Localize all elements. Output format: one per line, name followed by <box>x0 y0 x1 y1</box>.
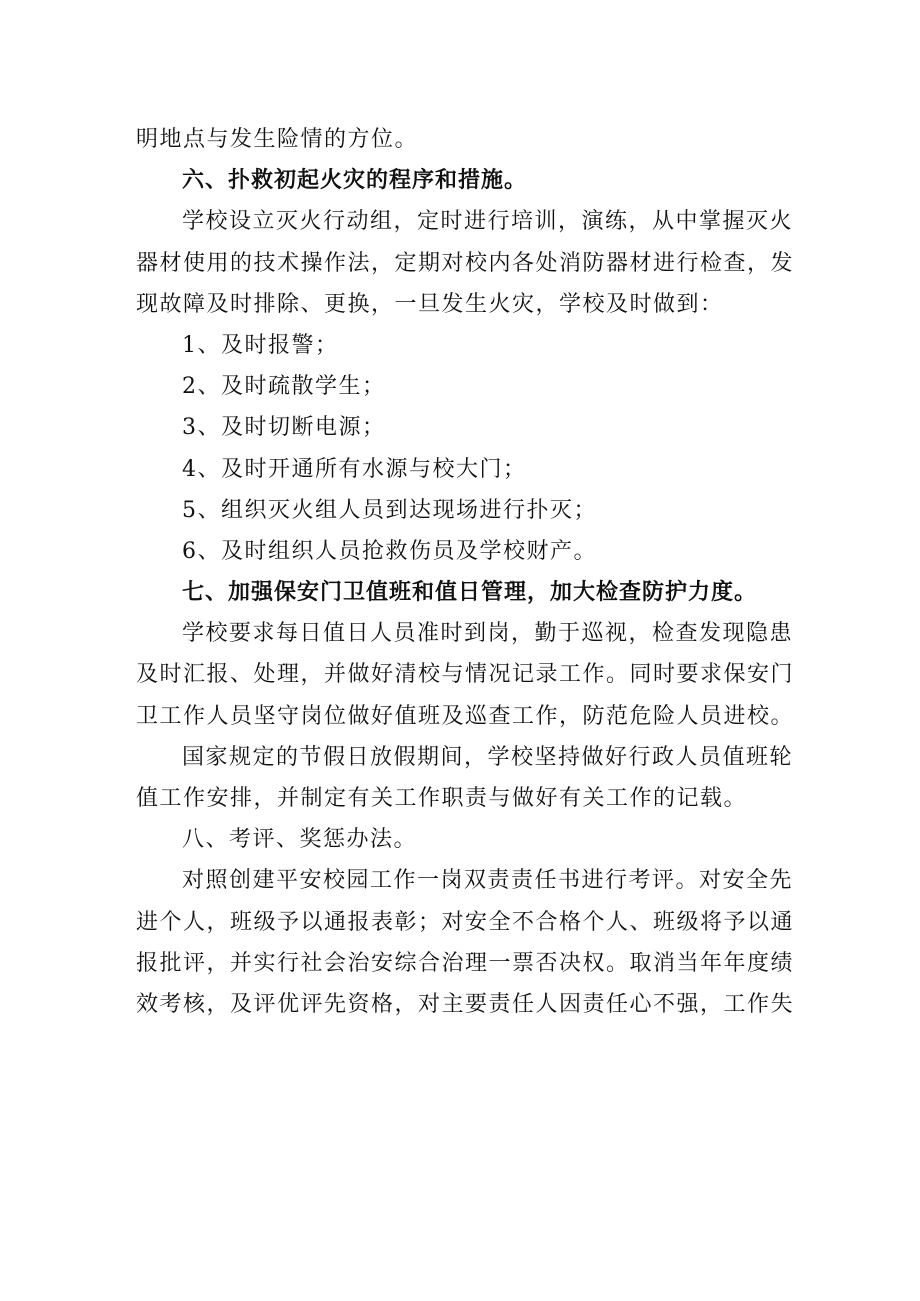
paragraph-line: 6、及时组织人员抢救伤员及学校财产。 <box>182 538 597 564</box>
paragraph-line: 3、及时切断电源； <box>182 415 386 441</box>
paragraph-line: 对照创建平安校园工作一岗双责责任书进行考评。对安全先 <box>182 868 794 894</box>
paragraph-line: 学校要求每日值日人员准时到岗，勤于巡视，检查发现隐患 <box>182 621 794 647</box>
paragraph-line: 5、组织灭火组人员到达现场进行扑灭； <box>182 497 597 523</box>
paragraph-line: 明地点与发生险情的方位。 <box>136 127 419 152</box>
paragraph-line: 进个人，班级予以通报表彰；对安全不合格个人、班级将予以通 <box>136 909 795 935</box>
paragraph-line: 国家规定的节假日放假期间，学校坚持做好行政人员值班轮 <box>182 744 794 770</box>
section-heading: 六、扑救初起火灾的程序和措施。 <box>182 168 528 194</box>
paragraph-line: 卫工作人员坚守岗位做好值班及巡查工作，防范危险人员进校。 <box>136 703 795 729</box>
paragraph-line: 报批评，并实行社会治安综合治理一票否决权。取消当年年度绩 <box>136 950 795 976</box>
paragraph-line: 器材使用的技术操作法，定期对校内各处消防器材进行检查，发 <box>136 250 795 276</box>
section-heading: 七、加强保安门卫值班和值日管理，加大检查防护力度。 <box>182 580 758 606</box>
paragraph-line: 1、及时报警； <box>182 332 339 358</box>
paragraph-line: 值工作安排，并制定有关工作职责与做好有关工作的记载。 <box>136 786 748 811</box>
paragraph-line: 学校设立灭火行动组，定时进行培训，演练，从中掌握灭火 <box>182 209 794 235</box>
document-body <box>136 119 796 1025</box>
paragraph-line: 2、及时疏散学生； <box>182 374 386 400</box>
paragraph-line: 4、及时开通所有水源与校大门； <box>182 456 527 482</box>
paragraph-line: 现故障及时排除、更换，一旦发生火灾，学校及时做到： <box>136 291 724 317</box>
paragraph-line: 八、考评、奖惩办法。 <box>182 827 418 853</box>
paragraph-line: 效考核，及评优评先资格，对主要责任人因责任心不强，工作失 <box>136 991 795 1017</box>
paragraph-line: 及时汇报、处理，并做好清校与情况记录工作。同时要求保安门 <box>136 662 795 688</box>
